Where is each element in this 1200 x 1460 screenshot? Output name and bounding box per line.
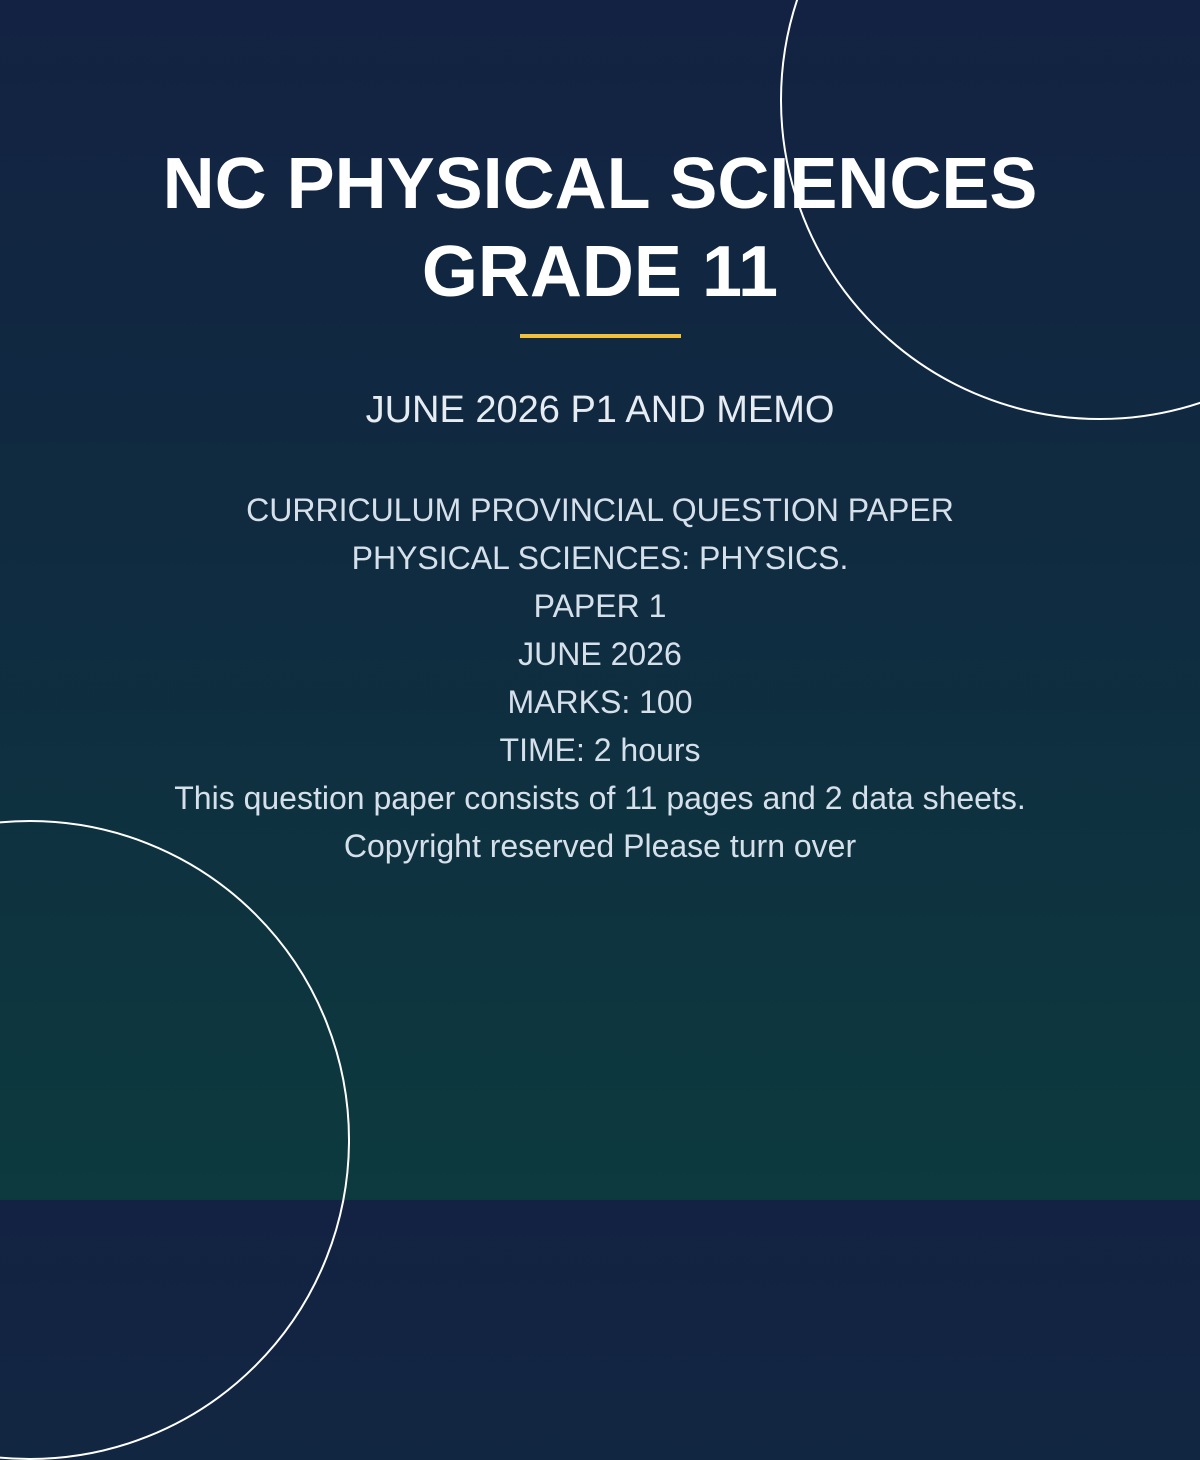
title-line-1: NC PHYSICAL SCIENCES <box>162 144 1038 224</box>
detail-line-date: JUNE 2026 <box>518 636 682 672</box>
decorative-circle-bottom-left <box>0 820 350 1460</box>
accent-divider <box>520 334 681 338</box>
detail-line-marks: MARKS: 100 <box>507 684 693 720</box>
detail-line-time: TIME: 2 hours <box>499 732 701 768</box>
detail-line-copyright: Copyright reserved Please turn over <box>343 828 857 864</box>
title-line-2: GRADE 11 <box>421 232 779 312</box>
detail-line-curriculum: CURRICULUM PROVINCIAL QUESTION PAPER <box>246 492 954 528</box>
detail-line-subject: PHYSICAL SCIENCES: PHYSICS. <box>351 540 849 576</box>
detail-line-paper: PAPER 1 <box>533 588 667 624</box>
page-title <box>0 140 1200 316</box>
detail-line-pages: This question paper consists of 11 pages and 2 data sheets. <box>174 780 1026 816</box>
paper-details <box>0 486 1200 870</box>
page-subtitle: JUNE 2026 P1 AND MEMO <box>365 389 835 431</box>
